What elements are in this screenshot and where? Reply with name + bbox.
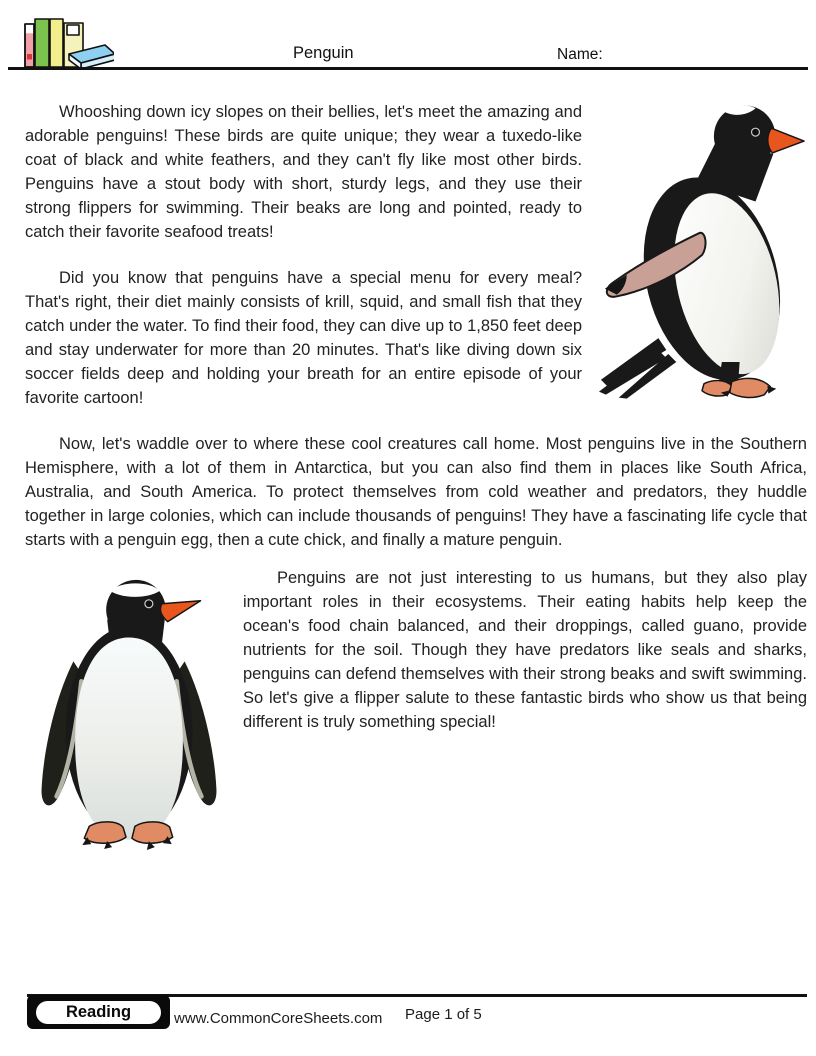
worksheet-title: Penguin [293, 44, 354, 62]
reading-passage [25, 100, 807, 864]
name-label: Name: [557, 46, 603, 63]
category-badge-label: Reading [34, 999, 163, 1026]
page-number: Page 1 of 5 [405, 1006, 482, 1023]
paragraph-1: Whooshing down icy slopes on their bellies, let's meet the amazing and adorable penguins! These birds are quite unique; they wear a tuxedo-like coat of black and white feathers, and they can't fly like most other birds. Penguins have a stout body with short, sturdy legs, and they use their strong flippers for swimming. Their beaks are long and pointed, ready to catch their favorite seafood treats! [25, 103, 582, 241]
website-link[interactable]: www.CommonCoreSheets.com [174, 1010, 383, 1027]
books-logo-icon [22, 13, 114, 71]
category-badge [27, 995, 170, 1029]
standing-penguin-image [28, 570, 230, 858]
paragraph-2: Did you know that penguins have a special menu for every meal? That's right, their diet mainly consists of krill, squid, and small fish that they catch under the water. To find their food, they can dive up to 1,850 feet deep and stay underwater for more than 20 minutes. That's like diving down six soccer fields deep and holding your breath for an entire episode of your favorite cartoon! [25, 269, 582, 407]
header-divider [8, 67, 808, 70]
walking-penguin-image [597, 102, 807, 400]
passage-section-top [25, 100, 807, 410]
passage-section-bottom [25, 566, 807, 864]
paragraph-3: Now, let's waddle over to where these cool creatures call home. Most penguins live in the Southern Hemisphere, with a lot of them in Antarctica, but you can also find them in places like South Africa, Australia, and South America. To protect themselves from cold weather and predators, they huddle together in large colonies, which can include thousands of penguins! They have a fascinating life cycle that starts with a penguin egg, then a cute chick, and finally a mature penguin. [25, 435, 807, 549]
paragraph-4: Penguins are not just interesting to us humans, but they also play important roles in their ecosystems. Their eating habits help keep the ocean's food chain balanced, and their droppings, called guano, provide nutrients for the soil. Though they have predators like seals and sharks, penguins can defend themselves with their strong beaks and swift swimming. So let's give a flipper salute to these fantastic birds who show us that being different is truly something special! [243, 569, 807, 731]
